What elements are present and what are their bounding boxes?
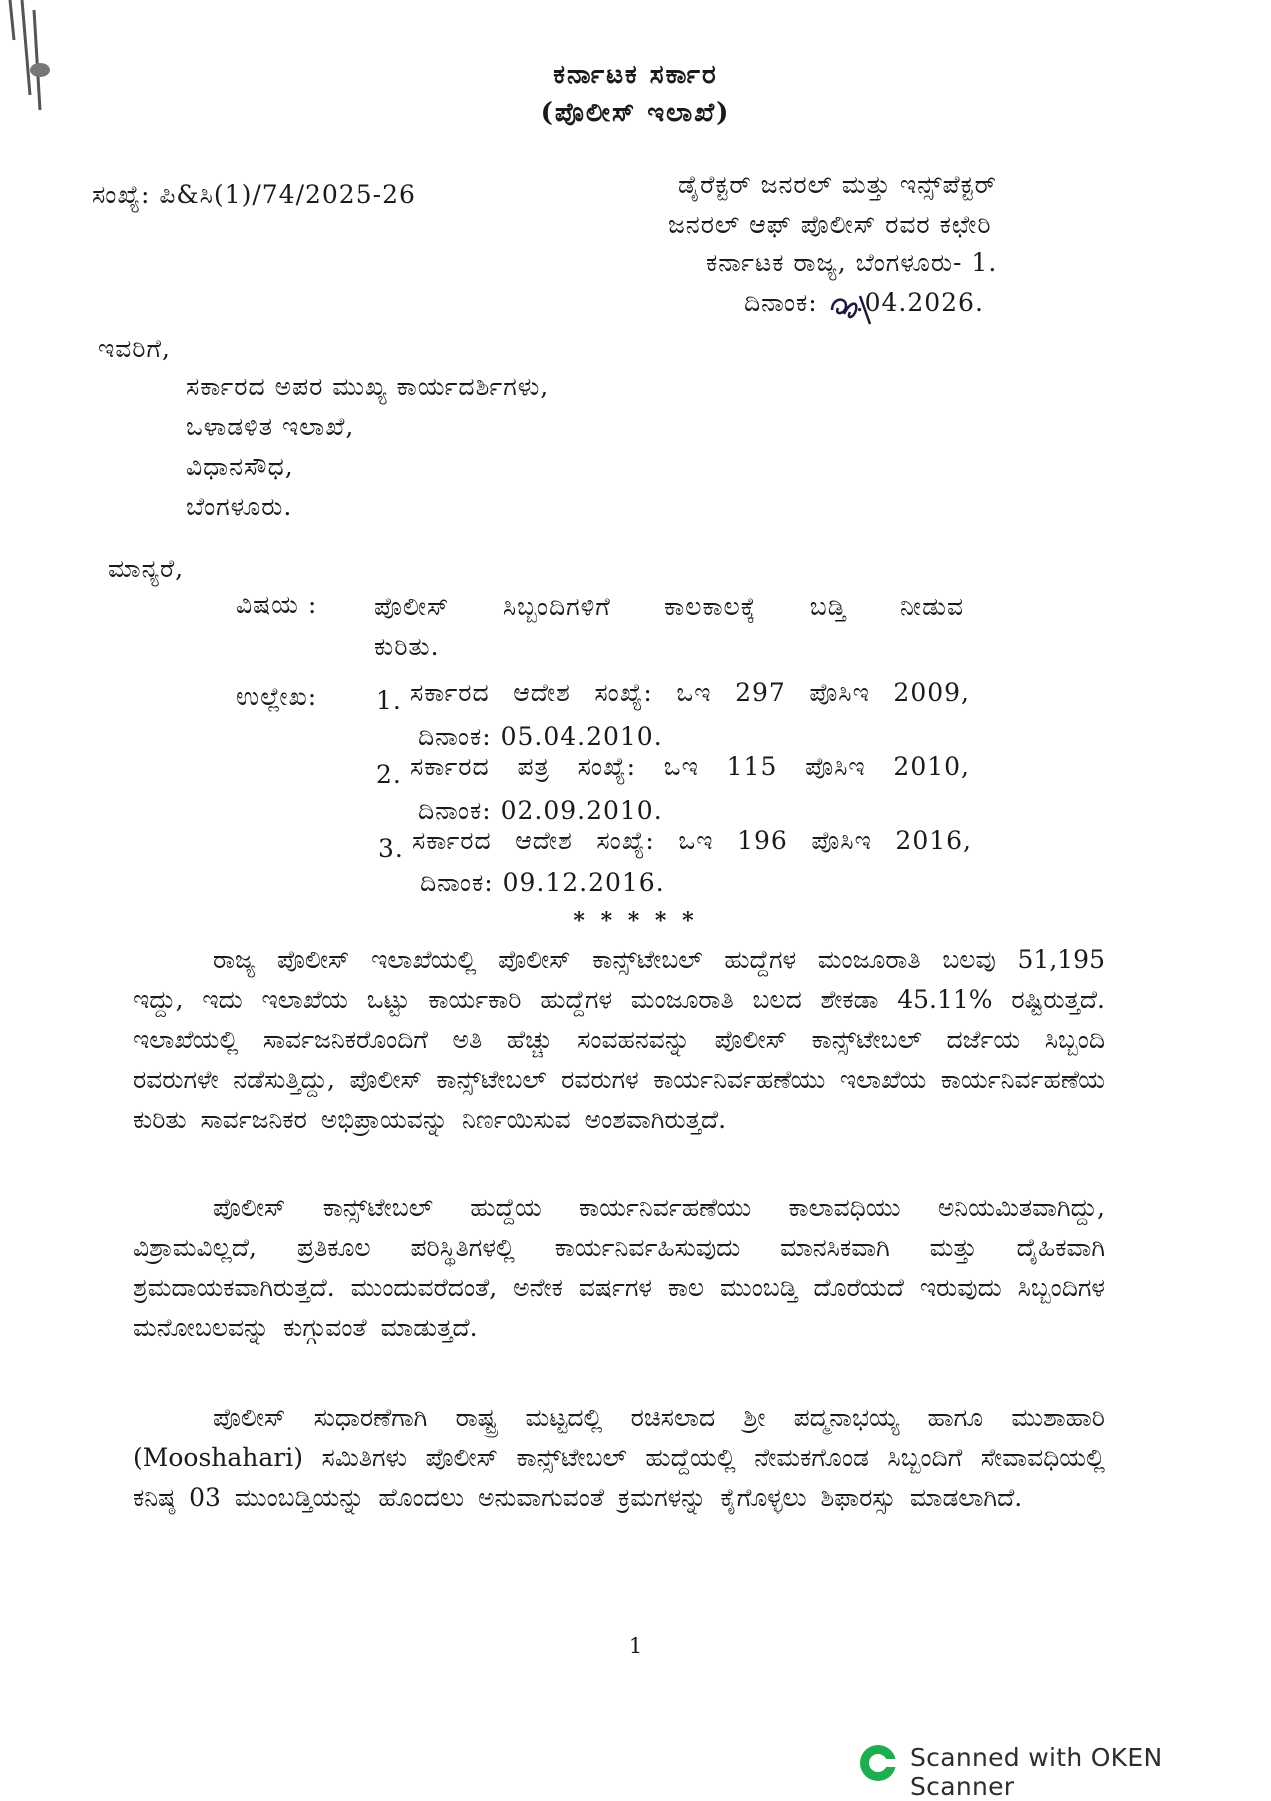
- salutation: ಮಾನ್ಯರೆ,: [108, 554, 185, 583]
- reference-item-line: ಸರ್ಕಾರದ ಪತ್ರ ಸಂಖ್ಯೆ: ಒಇ 115 ಪೊಸಿಇ 2010,: [410, 752, 970, 781]
- reference-number: ಸಂಖ್ಯೆ: ಪಿ&ಸಿ(1)/74/2025-26: [92, 180, 416, 209]
- reference-item-number: 2.: [376, 760, 402, 789]
- subject-line-2: ಕುರಿತು.: [374, 632, 440, 661]
- reference-item-date: ದಿನಾಂಕ: 05.04.2010.: [418, 722, 663, 751]
- addressee-label: ಇವರಿಗೆ,: [98, 334, 171, 363]
- government-title: ಕರ್ನಾಟಕ ಸರ್ಕಾರ: [553, 60, 718, 90]
- reference-item-date: ದಿನಾಂಕ: 09.12.2016.: [420, 868, 665, 897]
- paragraph-text: ಪೊಲೀಸ್ ಸುಧಾರಣೆಗಾಗಿ ರಾಷ್ಟ್ರ ಮಟ್ಟದಲ್ಲಿ ರಚಿಸಲಾದ ಶ್ರೀ ಪದ್ಮನಾಭಯ್ಯ ಹಾಗೂ ಮುಶಾಹಾರಿ (Mooshahari) ಸಮಿತಿಗಳು ಪೊಲೀಸ್ ಕಾನ್ಸ್‌ಟೇಬಲ್ ಹುದ್ದೆಯಲ್ಲಿ ನೇಮಕಗೊಂಡ ಸಿಬ್ಬಂದಿಗೆ ಸೇವಾವಧಿಯಲ್ಲಿ ಕನಿಷ್ಠ 03 ಮುಂಬಡ್ತಿಯನ್ನು ಹೊಂದಲು ಅನುವಾಗುವಂತೆ ಕ್ರಮಗಳನ್ನು ಕೈಗೊಳ್ಳಲು ಶಿಫಾರಸ್ಸು ಮಾಡಲಾಗಿದೆ.: [133, 1403, 1105, 1512]
- date-label: ದಿನಾಂಕ:: [744, 288, 818, 317]
- section-separator: * * * * *: [573, 908, 698, 934]
- addressee-line: ಸರ್ಕಾರದ ಅಪರ ಮುಖ್ಯ ಕಾರ್ಯದರ್ಶಿಗಳು,: [186, 372, 550, 401]
- body-paragraph: [133, 1398, 1105, 1518]
- reference-item-line: ಸರ್ಕಾರದ ಆದೇಶ ಸಂಖ್ಯೆ: ಒಇ 196 ಪೊಸಿಇ 2016,: [412, 826, 972, 855]
- office-line-1: ಡೈರೆಕ್ಟರ್ ಜನರಲ್ ಮತ್ತು ಇನ್ಸ್‌ಪೆಕ್ಟರ್: [678, 170, 997, 199]
- subject-line-1: ಪೊಲೀಸ್ ಸಿಬ್ಬಂದಿಗಳಿಗೆ ಕಾಲಕಾಲಕ್ಕೆ ಬಡ್ತಿ ನೀಡುವ: [374, 592, 964, 621]
- office-line-2: ಜನರಲ್ ಆಫ್ ಪೊಲೀಸ್ ರವರ ಕಛೇರಿ: [668, 210, 992, 239]
- oken-scanner-logo-icon: [856, 1741, 900, 1785]
- body-paragraph: [133, 1188, 1105, 1348]
- page-number: 1: [628, 1634, 643, 1658]
- scanner-watermark: Scanned with OKEN Scanner: [910, 1743, 1163, 1801]
- reference-item-date: ದಿನಾಂಕ: 02.09.2010.: [418, 796, 663, 825]
- reference-label: ಉಲ್ಲೇಖ:: [236, 682, 318, 711]
- handwritten-day-mark: [820, 284, 876, 328]
- department-title: (ಪೊಲೀಸ್ ಇಲಾಖೆ): [540, 98, 731, 128]
- date-value: .04.2026.: [855, 288, 984, 317]
- reference-item-line: ಸರ್ಕಾರದ ಆದೇಶ ಸಂಖ್ಯೆ: ಒಇ 297 ಪೊಸಿಇ 2009,: [410, 678, 970, 707]
- subject-label: ವಿಷಯ :: [236, 590, 318, 619]
- addressee-line: ವಿಧಾನಸೌಧ,: [186, 452, 294, 481]
- paragraph-text: ರಾಜ್ಯ ಪೊಲೀಸ್ ಇಲಾಖೆಯಲ್ಲಿ ಪೊಲೀಸ್ ಕಾನ್ಸ್‌ಟೇಬಲ್ ಹುದ್ದೆಗಳ ಮಂಜೂರಾತಿ ಬಲವು 51,195 ಇದ್ದು, ಇದು ಇಲಾಖೆಯ ಒಟ್ಟು ಕಾರ್ಯಕಾರಿ ಹುದ್ದೆಗಳ ಮಂಜೂರಾತಿ ಬಲದ ಶೇಕಡಾ 45.11% ರಷ್ಟಿರುತ್ತದೆ. ಇಲಾಖೆಯಲ್ಲಿ ಸಾರ್ವಜನಿಕರೊಂದಿಗೆ ಅತಿ ಹೆಚ್ಚು ಸಂವಹನವನ್ನು ಪೊಲೀಸ್ ಕಾನ್ಸ್‌ಟೇಬಲ್ ದರ್ಜೆಯ ಸಿಬ್ಬಂದಿ ರವರುಗಳೇ ನಡೆಸುತ್ತಿದ್ದು, ಪೊಲೀಸ್ ಕಾನ್ಸ್‌ಟೇಬಲ್ ರವರುಗಳ ಕಾರ್ಯನಿರ್ವಹಣೆಯು ಇಲಾಖೆಯ ಕಾರ್ಯನಿರ್ವಹಣೆಯ ಕುರಿತು ಸಾರ್ವಜನಿಕರ ಅಭಿಪ್ರಾಯವನ್ನು ನಿರ್ಣಯಿಸುವ ಅಂಶವಾಗಿರುತ್ತದೆ.: [133, 945, 1105, 1134]
- body-paragraph: [133, 940, 1105, 1140]
- reference-item-number: 3.: [378, 834, 404, 863]
- reference-item-number: 1.: [376, 686, 402, 715]
- paragraph-text: ಪೊಲೀಸ್ ಕಾನ್ಸ್‌ಟೇಬಲ್ ಹುದ್ದೆಯ ಕಾರ್ಯನಿರ್ವಹಣೆಯು ಕಾಲಾವಧಿಯು ಅನಿಯಮಿತವಾಗಿದ್ದು, ವಿಶ್ರಾಮವಿಲ್ಲದೆ, ಪ್ರತಿಕೂಲ ಪರಿಸ್ಥಿತಿಗಳಲ್ಲಿ ಕಾರ್ಯನಿರ್ವಹಿಸುವುದು ಮಾನಸಿಕವಾಗಿ ಮತ್ತು ದೈಹಿಕವಾಗಿ ಶ್ರಮದಾಯಕವಾಗಿರುತ್ತದೆ. ಮುಂದುವರೆದಂತೆ, ಅನೇಕ ವರ್ಷಗಳ ಕಾಲ ಮುಂಬಡ್ತಿ ದೊರೆಯದೆ ಇರುವುದು ಸಿಬ್ಬಂದಿಗಳ ಮನೋಬಲವನ್ನು ಕುಗ್ಗುವಂತೆ ಮಾಡುತ್ತದೆ.: [133, 1193, 1105, 1342]
- office-line-3: ಕರ್ನಾಟಕ ರಾಜ್ಯ, ಬೆಂಗಳೂರು- 1.: [706, 248, 998, 277]
- addressee-line: ಒಳಾಡಳಿತ ಇಲಾಖೆ,: [186, 412, 355, 441]
- addressee-line: ಬೆಂಗಳೂರು.: [186, 492, 293, 521]
